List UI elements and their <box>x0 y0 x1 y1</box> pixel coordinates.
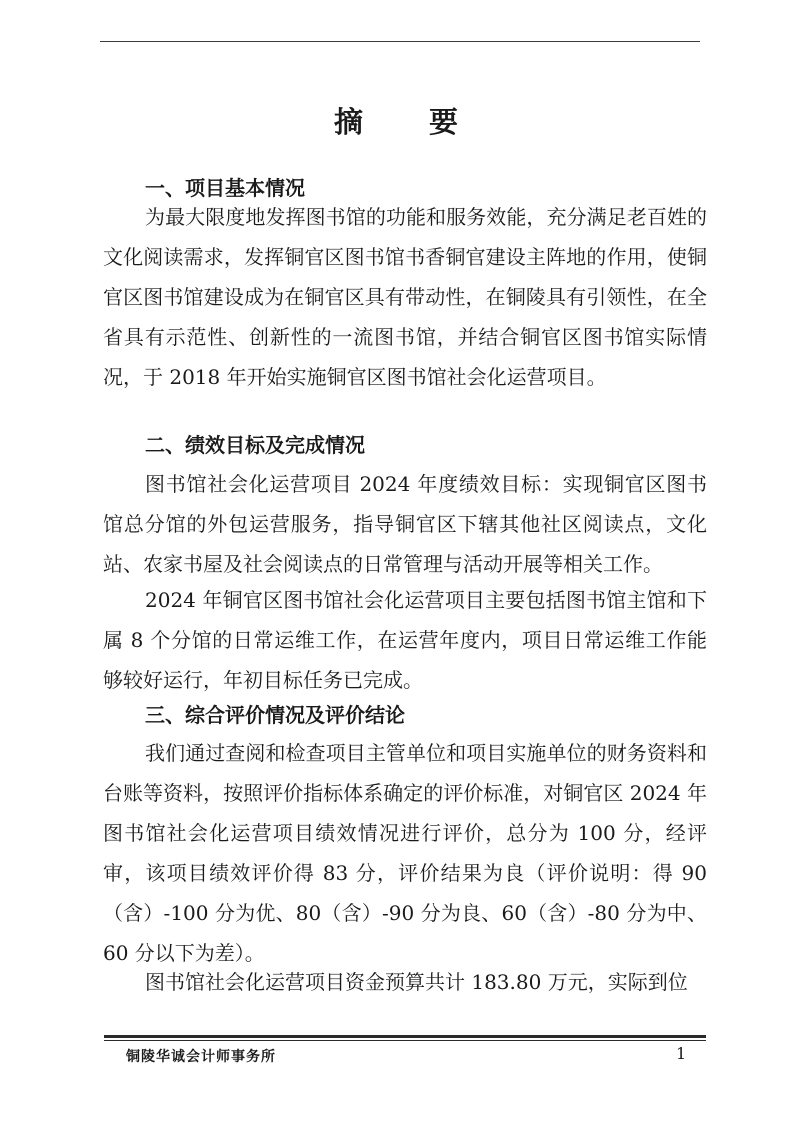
section-1-heading: 一、项目基本情况 <box>145 176 305 200</box>
section-3-paragraph-2: 图书馆社会化运营项目资金预算共计 183.80 万元，实际到位 <box>145 970 688 994</box>
footer-firm-name: 铜陵华诚会计师事务所 <box>126 1049 276 1065</box>
section-3-heading: 三、综合评价情况及评价结论 <box>145 703 405 727</box>
page-number: 1 <box>676 1044 687 1063</box>
section-3-paragraph-1: 我们通过查阅和检查项目主管单位和项目实施单位的财务资料和台账等资料，按照评价指标体系确定的评价标准，对铜官区 2024 年图书馆社会化运营项目绩效情况进行评价，总分为 100 分，经评审，该项目绩效评价得 83 分，评价结果为良（评价说明：得 90（含）-100 分为优、80（含）-90 分为良、60（含）-80 分为中、60 分以下为差）。 <box>103 741 707 965</box>
section-2-paragraph-1: 图书馆社会化运营项目 2024 年度绩效目标：实现铜官区图书馆总分馆的外包运营服务，指导铜官区下辖其他社区阅读点，文化站、农家书屋及社会阅读点的日常管理与活动开展等相关工作。 <box>103 472 707 576</box>
footer-rule-thick <box>104 1035 706 1038</box>
footer-rule-thin <box>104 1040 706 1041</box>
page-title: 摘 要 <box>333 105 487 139</box>
header-rule <box>100 41 700 42</box>
section-2-paragraph-2: 2024 年铜官区图书馆社会化运营项目主要包括图书馆主馆和下属 8 个分馆的日常运维工作，在运营年度内，项目日常运维工作能够较好运行，年初目标任务已完成。 <box>103 588 707 692</box>
section-2-heading: 二、绩效目标及完成情况 <box>145 433 365 457</box>
section-1-paragraph-1: 为最大限度地发挥图书馆的功能和服务效能，充分满足老百姓的文化阅读需求，发挥铜官区图书馆书香铜官建设主阵地的作用，使铜官区图书馆建设成为在铜官区具有带动性，在铜陵具有引领性，在全省具有示范性、创新性的一流图书馆，并结合铜官区图书馆实际情况，于 2018 年开始实施铜官区图书馆社会化运营项目。 <box>103 205 707 389</box>
